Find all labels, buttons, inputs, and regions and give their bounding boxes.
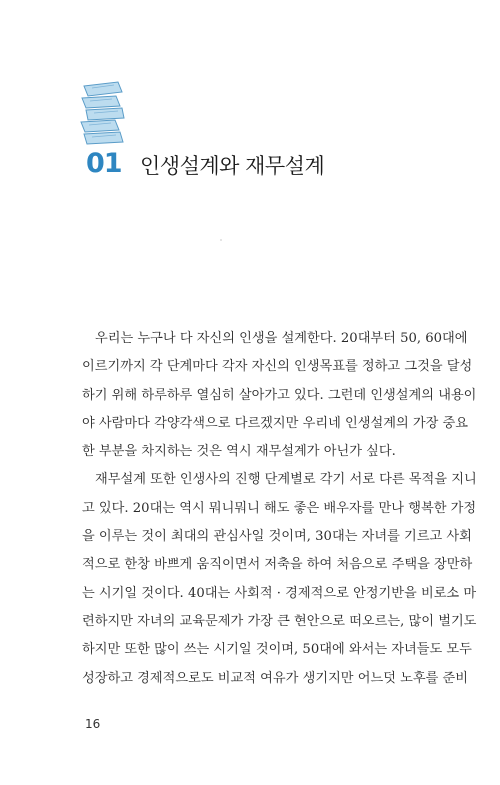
page-number: 16 (85, 717, 101, 731)
body-text (82, 325, 477, 693)
decorative-dot (220, 239, 222, 241)
paragraph (82, 325, 477, 466)
text-line: 이르기까지 각 단계마다 각자 자신의 인생목표를 정하고 그것을 달성 (82, 359, 473, 375)
text-line: 한 부분을 차지하는 것은 역시 재무설계가 아닌가 싶다. (82, 444, 396, 460)
text-line: 적으로 한창 바쁘게 움직이면서 저축을 하여 처음으로 주택을 장만하 (82, 557, 473, 573)
text-line: 성장하고 경제적으로도 비교적 여유가 생기지만 어느덧 노후를 준비 (82, 670, 469, 686)
chapter-title: 인생설계와 재무설계 (140, 154, 325, 178)
text-line: 하기 위해 하루하루 열심히 살아가고 있다. 그런데 인생설계의 내용이 (82, 387, 477, 403)
text-line: 는 시기일 것이다. 40대는 사회적 · 경제적으로 안정기반을 비로소 마 (82, 585, 477, 601)
chapter-number: 01 (86, 148, 122, 179)
paragraph (82, 466, 477, 692)
text-line: 야 사람마다 각양각색으로 다르겠지만 우리네 인생설계의 가장 중요 (82, 415, 469, 431)
text-line: 련하지만 자녀의 교육문제가 가장 큰 현안으로 떠오르는, 많이 벌기도 (82, 613, 477, 629)
text-line: 우리는 누구나 다 자신의 인생을 설계한다. 20대부터 50, 60대에 (95, 331, 468, 346)
text-line: 고 있다. 20대는 역시 뭐니뭐니 해도 좋은 배우자를 만나 행복한 가정 (82, 500, 477, 516)
stacked-money-icon (78, 80, 128, 150)
text-line: 재무설계 또한 인생사의 진행 단계별로 각기 서로 다른 목적을 지니 (95, 472, 477, 488)
text-line: 하지만 또한 많이 쓰는 시기일 것이며, 50대에 와서는 자녀들도 모두 (82, 642, 472, 658)
text-line: 을 이루는 것이 최대의 관심사일 것이며, 30대는 자녀를 기르고 사회 (82, 529, 472, 545)
